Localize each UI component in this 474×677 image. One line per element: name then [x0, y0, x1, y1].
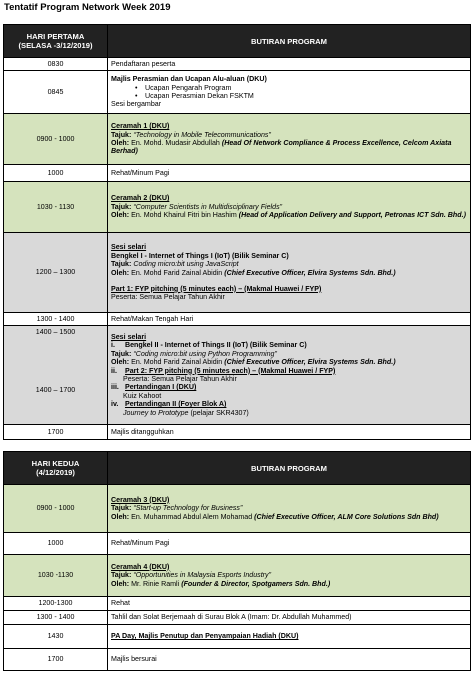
day-date: (4/12/2019) — [36, 468, 75, 477]
tajuk-text: “Technology in Mobile Telecommunications” — [133, 130, 271, 139]
workshop-line — [111, 341, 467, 349]
time-cell: 1700 — [4, 649, 108, 671]
table-row — [4, 114, 471, 165]
time-cell — [4, 326, 108, 425]
table-row — [4, 533, 471, 555]
speaker-role: (Chief Executive Officer, Elvira Systems Sdn. Bhd.) — [224, 268, 396, 277]
table-row — [4, 326, 471, 425]
bullet-list — [111, 84, 467, 101]
session-heading: Sesi selari — [111, 332, 147, 341]
table-row — [4, 165, 471, 182]
detail-cell — [108, 114, 471, 165]
page-title: Tentatif Program Network Week 2019 — [4, 2, 171, 13]
journey-title: Journey to Prototype — [123, 408, 189, 417]
table-row — [4, 611, 471, 625]
table-row — [4, 625, 471, 649]
detail-cell: Rehat — [108, 597, 471, 611]
table-row — [4, 485, 471, 533]
competition-line — [111, 383, 467, 391]
table-row — [4, 71, 471, 114]
time-cell: 0900 - 1000 — [4, 114, 108, 165]
time-cell: 1000 — [4, 533, 108, 555]
detail-cell — [108, 555, 471, 597]
oleh-line — [111, 513, 467, 521]
item-number: iv. — [111, 400, 119, 409]
speaker-role: (Chief Executive Officer, Elvira Systems Sdn. Bhd.) — [224, 358, 396, 367]
oleh-label: Oleh: — [111, 579, 130, 588]
time-cell: 1700 — [4, 425, 108, 440]
workshop-title: Bengkel II - Internet of Things II (IoT) (Bilik Seminar C) — [124, 341, 307, 350]
table-row — [4, 58, 471, 71]
oleh-label: Oleh: — [111, 512, 130, 521]
detail-cell: PA Day, Majlis Penutup dan Penyampaian Hadiah (DKU) — [108, 625, 471, 649]
speaker-role: (Head of Application Delivery and Support, Petronas ICT Sdn. Bhd.) — [238, 211, 466, 220]
competition-detail — [111, 409, 467, 417]
table-row — [4, 233, 471, 313]
oleh-line — [111, 580, 467, 588]
item-number: ii. — [111, 366, 117, 375]
tajuk-label: Tajuk: — [111, 130, 132, 139]
tajuk-text: “Opportunities in Malaysia Esports Industry” — [133, 571, 271, 580]
speaker-role: (Chief Executive Officer, ALM Core Solutions Sdn Bhd) — [254, 512, 439, 521]
oleh-label: Oleh: — [111, 139, 130, 147]
list-item: • Ucapan Perasmian Dekan FSKTM — [147, 92, 467, 100]
detail-cell: Majlis bersurai — [108, 649, 471, 671]
detail-cell: Rehat/Makan Tengah Hari — [108, 313, 471, 326]
event-title: Majlis Perasmian dan Ucapan Alu-aluan (DKU) — [111, 75, 267, 84]
table-header-row — [4, 25, 471, 58]
table-row — [4, 313, 471, 326]
competition-title: Pertandingan I (DKU) — [124, 383, 197, 392]
oleh-label: Oleh: — [111, 211, 130, 220]
tajuk-text: “Coding micro:bit using Python Programming” — [133, 349, 277, 358]
speaker-name: En. Mohd Farid Zainal Abidin — [131, 268, 223, 277]
time-cell: 1200-1300 — [4, 597, 108, 611]
tajuk-line — [111, 131, 467, 139]
oleh-label: Oleh: — [111, 358, 130, 367]
day2-header-left — [4, 452, 108, 485]
event-note: Sesi bergambar — [111, 100, 162, 109]
time-cell: 1300 - 1400 — [4, 313, 108, 326]
session-heading: Ceramah 4 (DKU) — [111, 562, 170, 571]
detail-cell: Tahlil dan Solat Berjemaah di Surau Blok A (Imam: Dr. Abdullah Muhammed) — [108, 611, 471, 625]
detail-cell: Rehat/Minum Pagi — [108, 165, 471, 182]
participants-note: Peserta: Semua Pelajar Tahun Akhir — [123, 375, 237, 383]
oleh-line — [111, 211, 467, 219]
tajuk-text: Coding micro:bit using JavaScript — [133, 260, 239, 269]
oleh-line — [111, 269, 467, 277]
list-item: • Ucapan Pengarah Program — [147, 84, 467, 92]
time-range: 1400 – 1700 — [35, 386, 76, 395]
day-label: HARI PERTAMA — [26, 32, 85, 41]
pitching-title: Part 2: FYP pitching (5 minutes each) – (Makmal Huawei / FYP) — [124, 366, 336, 375]
tajuk-line — [111, 203, 467, 211]
table-row — [4, 649, 471, 671]
day2-header-right: BUTIRAN PROGRAM — [108, 452, 471, 485]
tajuk-label: Tajuk: — [111, 504, 132, 513]
day1-header-left — [4, 25, 108, 58]
tajuk-line — [111, 504, 467, 512]
detail-cell — [108, 326, 471, 425]
oleh-line — [111, 139, 467, 156]
session-heading: Sesi selari — [111, 243, 147, 252]
pitching-title: Part 1: FYP pitching (5 minutes each) – (Makmal Huawei / FYP) — [111, 284, 322, 293]
table-row — [4, 182, 471, 233]
speaker-role: (Founder & Director, Spotgamers Sdn. Bhd.) — [181, 579, 331, 588]
day2-schedule-table — [3, 451, 471, 671]
detail-cell: Majlis ditangguhkan — [108, 425, 471, 440]
table-row — [4, 597, 471, 611]
detail-cell — [108, 71, 471, 114]
table-row — [4, 555, 471, 597]
competition-line — [111, 400, 467, 408]
speaker-name: En. Mohd. Mudasir Abdullah — [131, 139, 220, 147]
table-header-row — [4, 452, 471, 485]
time-cell: 1430 — [4, 625, 108, 649]
time-cell: 0830 — [4, 58, 108, 71]
tajuk-text: “Start-up Technology for Business” — [133, 504, 243, 513]
tajuk-label: Tajuk: — [111, 202, 132, 211]
time-cell: 1300 - 1400 — [4, 611, 108, 625]
table-row — [4, 425, 471, 440]
competition-detail: Kuiz Kahoot — [123, 391, 162, 400]
journey-note: (pelajar SKR4307) — [188, 408, 249, 417]
detail-cell: Rehat/Minum Pagi — [108, 533, 471, 555]
time-cell: 0900 - 1000 — [4, 485, 108, 533]
tajuk-label: Tajuk: — [111, 571, 132, 580]
item-number: i. — [111, 341, 115, 350]
speaker-name: Mr. Rinie Ramli — [131, 579, 180, 588]
competition-title: Pertandingan II (Foyer Blok A) — [124, 400, 227, 409]
tajuk-line — [111, 571, 467, 579]
tajuk-line — [111, 260, 467, 268]
day1-header-right: BUTIRAN PROGRAM — [108, 25, 471, 58]
day-label: HARI KEDUA — [31, 459, 80, 468]
detail-cell — [108, 182, 471, 233]
time-cell: 1000 — [4, 165, 108, 182]
session-heading: Ceramah 3 (DKU) — [111, 495, 170, 504]
tajuk-label: Tajuk: — [111, 260, 132, 269]
oleh-label: Oleh: — [111, 268, 130, 277]
oleh-line — [111, 358, 467, 366]
speaker-name: En. Muhammad Abdul Alem Mohamad — [131, 512, 253, 521]
speaker-role: (Head Of Network Compliance & Process Excellence, Celcom Axiata Berhad) — [111, 139, 452, 156]
item-number: iii. — [111, 383, 119, 392]
time-cell: 1030 -1130 — [4, 555, 108, 597]
time-cell: 1030 - 1130 — [4, 182, 108, 233]
time-start: 1400 – 1500 — [35, 328, 76, 336]
session-heading: Ceramah 2 (DKU) — [111, 194, 170, 203]
workshop-title: Bengkel I - Internet of Things I (IoT) (Bilik Seminar C) — [111, 251, 289, 260]
pitching-line — [111, 367, 467, 375]
tajuk-line — [111, 350, 467, 358]
speaker-name: En. Mohd Farid Zainal Abidin — [131, 358, 223, 367]
detail-cell: Pendaftaran peserta — [108, 58, 471, 71]
participants-note: Peserta: Semua Pelajar Tahun Akhir — [111, 293, 225, 302]
tajuk-label: Tajuk: — [111, 349, 132, 358]
day1-schedule-table — [3, 24, 471, 440]
day-date: (SELASA -3/12/2019) — [18, 41, 93, 50]
time-cell: 1200 – 1300 — [4, 233, 108, 313]
session-heading: Ceramah 1 (DKU) — [111, 122, 170, 131]
time-cell: 0845 — [4, 71, 108, 114]
tajuk-text: “Computer Scientists in Multidisciplinary Fields” — [133, 202, 282, 211]
speaker-name: En. Mohd Khairul Fitri bin Hashim — [131, 211, 237, 220]
detail-cell — [108, 485, 471, 533]
detail-cell — [108, 233, 471, 313]
